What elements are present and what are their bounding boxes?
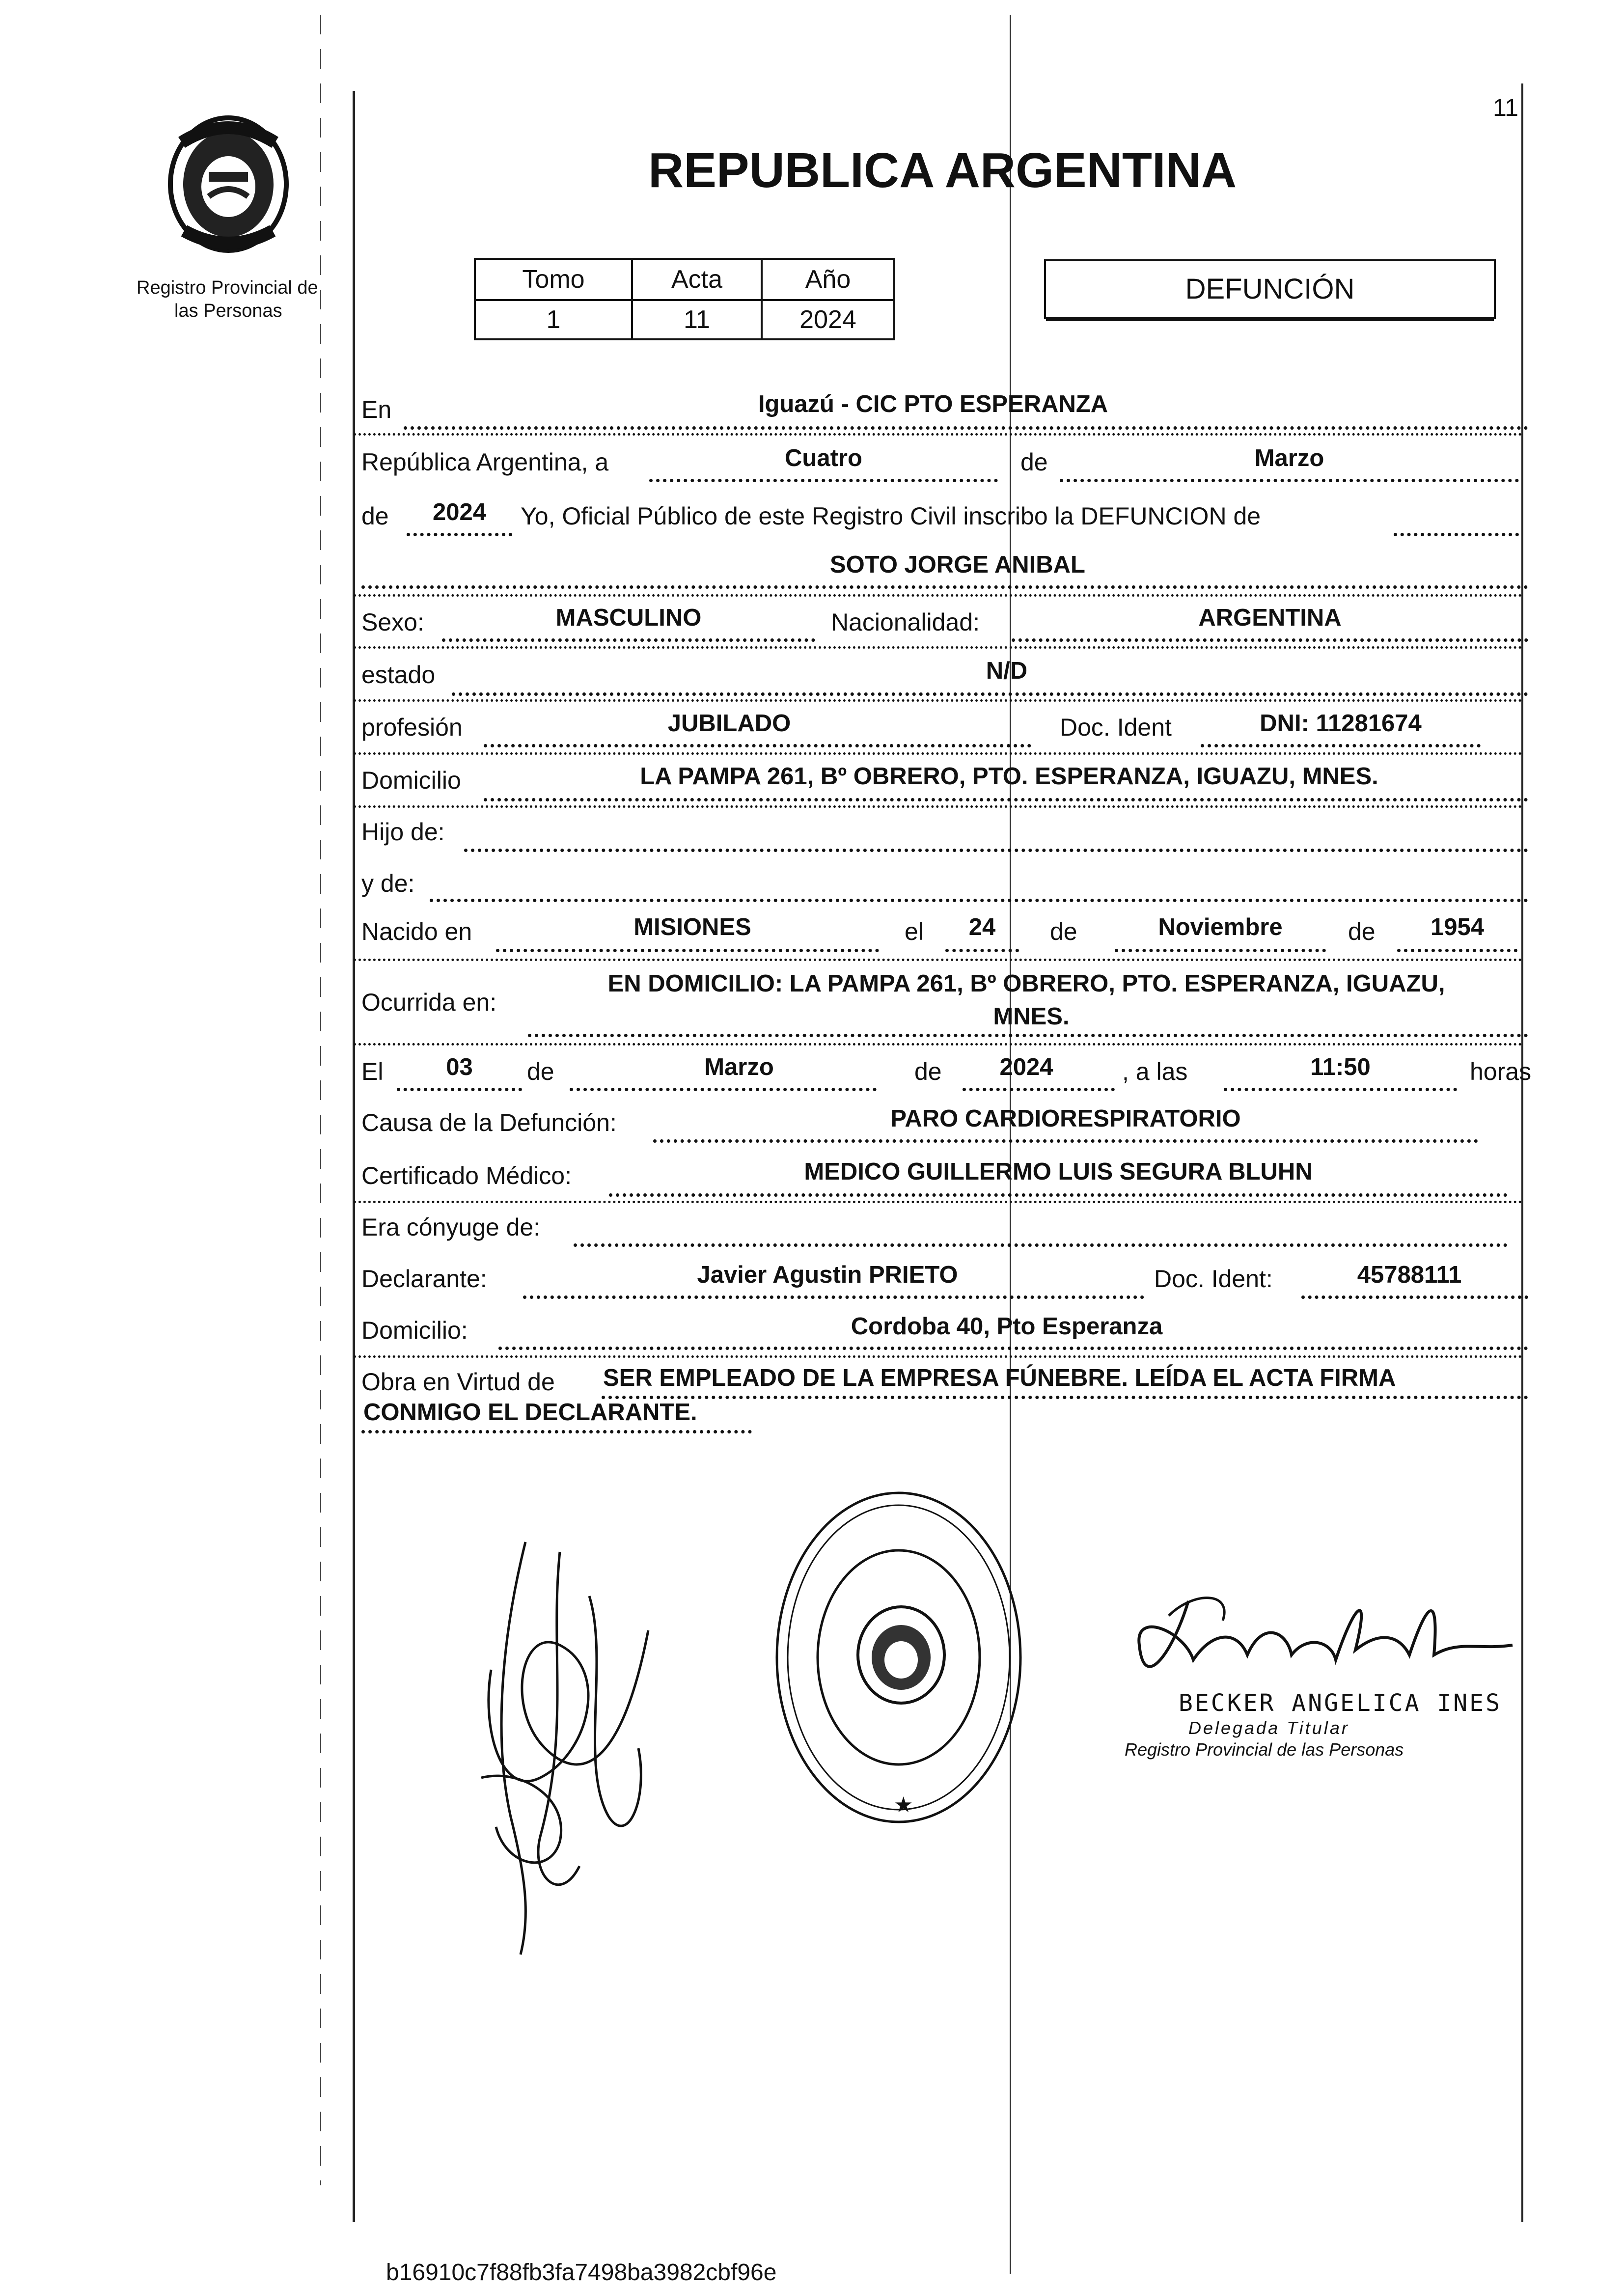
row-separator xyxy=(354,959,1522,961)
domicilio2-value: Cordoba 40, Pto Esperanza xyxy=(851,1313,1163,1340)
nacido-lugar-line xyxy=(496,949,879,952)
ocurrida-line xyxy=(528,1034,1528,1037)
doc-label: Doc. Ident xyxy=(1060,714,1172,741)
fallec-anio-line xyxy=(963,1088,1115,1091)
sexo-label: Sexo: xyxy=(361,608,424,636)
de4-label: de xyxy=(1348,918,1376,945)
doc2-line xyxy=(1301,1295,1528,1299)
row-separator xyxy=(354,1355,1522,1358)
dia-value: Cuatro xyxy=(785,445,862,471)
domicilio-value: LA PAMPA 261, Bº OBRERO, PTO. ESPERANZA, IGUAZU, MNES. xyxy=(640,763,1378,790)
doc2-label: Doc. Ident: xyxy=(1154,1265,1273,1293)
tomo-value: 1 xyxy=(475,300,632,339)
declarante-line xyxy=(523,1295,1144,1299)
en-label: En xyxy=(361,396,392,423)
nacido-mes-line xyxy=(1115,949,1326,952)
oficial-line xyxy=(1394,533,1519,536)
yde-line xyxy=(430,899,1528,902)
nacido-dia-value: 24 xyxy=(968,914,996,940)
causa-label: Causa de la Defunción: xyxy=(361,1109,617,1136)
alas-label: , a las xyxy=(1122,1058,1188,1085)
nombre-line xyxy=(361,585,1528,589)
anio-line xyxy=(407,533,512,536)
mes-value: Marzo xyxy=(1254,445,1324,471)
row-separator xyxy=(354,699,1522,702)
fallec-mes-line xyxy=(570,1088,877,1091)
official-name: BECKER ANGELICA INES xyxy=(1179,1689,1502,1717)
obra-line1-rule xyxy=(602,1396,1528,1399)
row-separator xyxy=(354,594,1522,597)
certificado-value: MEDICO GUILLERMO LUIS SEGURA BLUHN xyxy=(804,1158,1313,1185)
hijo-line xyxy=(464,849,1528,852)
document-hash: b16910c7f88fb3fa7498ba3982cbf96e xyxy=(386,2259,777,2286)
doc-value: DNI: 11281674 xyxy=(1260,710,1422,737)
page-number: 11 xyxy=(1493,94,1518,121)
nacido-anio-line xyxy=(1397,949,1517,952)
conyuge-line xyxy=(574,1243,1508,1247)
fallec-dia-line xyxy=(397,1088,522,1091)
obra-line2-rule xyxy=(361,1430,752,1433)
acta-header: Acta xyxy=(632,259,762,300)
conyuge-label: Era cónyuge de: xyxy=(361,1213,541,1241)
nacido-dia-line xyxy=(945,949,1019,952)
de6-label: de xyxy=(914,1058,942,1085)
horas-label: horas xyxy=(1470,1058,1532,1085)
domicilio-label: Domicilio xyxy=(361,767,461,794)
nacionalidad-line xyxy=(1012,638,1528,642)
ocurrida-line1: EN DOMICILIO: LA PAMPA 261, Bº OBRERO, PTO. ESPERANZA, IGUAZU, xyxy=(607,970,1445,997)
province-logo xyxy=(162,113,295,255)
nacionalidad-value: ARGENTINA xyxy=(1198,605,1342,631)
fold-line xyxy=(1010,15,1011,2274)
fallec-mes-value: Marzo xyxy=(704,1054,774,1080)
de2-label: de xyxy=(361,502,389,530)
tomo-header: Tomo xyxy=(475,259,632,300)
profesion-label: profesión xyxy=(361,714,463,741)
yde-label: y de: xyxy=(361,870,415,897)
domicilio-line xyxy=(484,798,1528,801)
record-type-box xyxy=(1044,259,1496,319)
ocurrida-label: Ocurrida en: xyxy=(361,989,497,1016)
causa-line xyxy=(653,1139,1478,1143)
anio-header: Año xyxy=(762,259,894,300)
row-separator xyxy=(354,1201,1522,1203)
hora-line xyxy=(1224,1088,1457,1091)
official-org: Registro Provincial de las Personas xyxy=(1125,1739,1404,1760)
registry-name-line1: Registro Provincial de xyxy=(137,277,318,298)
domicilio2-label: Domicilio: xyxy=(361,1317,468,1344)
fallec-dia-value: 03 xyxy=(446,1054,473,1080)
row-separator xyxy=(354,752,1522,755)
doc-line xyxy=(1201,744,1481,747)
volume-table xyxy=(474,258,895,340)
estado-label: estado xyxy=(361,661,436,689)
El-label: El xyxy=(361,1058,384,1085)
acta-value: 11 xyxy=(632,300,762,339)
svg-text:★: ★ xyxy=(894,1792,913,1818)
declarante-value: Javier Agustin PRIETO xyxy=(697,1262,958,1288)
hijo-label: Hijo de: xyxy=(361,818,445,846)
declarante-label: Declarante: xyxy=(361,1265,487,1293)
row-separator xyxy=(354,1043,1522,1046)
scan-edge-line xyxy=(320,15,321,2185)
causa-value: PARO CARDIORESPIRATORIO xyxy=(890,1105,1241,1132)
oficial-text: Yo, Oficial Público de este Registro Civil inscribo la DEFUNCION de xyxy=(521,502,1261,530)
nacido-mes-value: Noviembre xyxy=(1158,914,1283,940)
certificado-line xyxy=(609,1193,1508,1197)
certificado-label: Certificado Médico: xyxy=(361,1162,572,1189)
obra-line1: SER EMPLEADO DE LA EMPRESA FÚNEBRE. LEÍDA EL ACTA FIRMA xyxy=(603,1365,1396,1391)
nacido-lugar-value: MISIONES xyxy=(633,914,751,940)
estado-value: N/D xyxy=(986,658,1028,684)
de5-label: de xyxy=(527,1058,554,1085)
left-margin-rule xyxy=(353,91,355,2222)
profesion-line xyxy=(484,744,1031,747)
registry-name-line2: las Personas xyxy=(174,301,282,321)
row-separator xyxy=(354,646,1522,649)
sexo-value: MASCULINO xyxy=(555,605,702,631)
nombre-value: SOTO JORGE ANIBAL xyxy=(829,551,1085,578)
record-type: DEFUNCIÓN xyxy=(1185,273,1355,305)
republica-label: República Argentina, a xyxy=(361,448,609,476)
anio-value: 2024 xyxy=(762,300,894,339)
lugar-line xyxy=(404,426,1528,430)
hora-value: 11:50 xyxy=(1310,1054,1371,1080)
nacido-label: Nacido en xyxy=(361,918,472,945)
nacionalidad-label: Nacionalidad: xyxy=(831,608,980,636)
mes-line xyxy=(1060,479,1519,482)
de-label: de xyxy=(1020,448,1048,476)
page-title: REPUBLICA ARGENTINA xyxy=(648,143,1237,198)
fallec-anio-value: 2024 xyxy=(999,1054,1053,1080)
declarant-signature xyxy=(462,1522,668,1974)
dia-line xyxy=(649,479,998,482)
obra-line2: CONMIGO EL DECLARANTE. xyxy=(363,1399,697,1426)
estado-line xyxy=(452,692,1528,696)
row-separator xyxy=(354,433,1522,436)
right-margin-rule xyxy=(1521,83,1523,2222)
de3-label: de xyxy=(1050,918,1077,945)
official-title: Delegada Titular xyxy=(1188,1718,1349,1738)
anio-value: 2024 xyxy=(432,499,486,525)
profesion-value: JUBILADO xyxy=(667,710,791,737)
el-label: el xyxy=(905,918,924,945)
obra-label: Obra en Virtud de xyxy=(361,1368,555,1396)
sexo-line xyxy=(442,638,815,642)
domicilio2-line xyxy=(498,1347,1528,1350)
doc2-value: 45788111 xyxy=(1357,1262,1462,1288)
ocurrida-line2: MNES. xyxy=(993,1003,1070,1030)
official-seal xyxy=(771,1488,1026,1827)
nacido-anio-value: 1954 xyxy=(1430,914,1484,940)
row-separator xyxy=(354,805,1522,808)
lugar-value: Iguazú - CIC PTO ESPERANZA xyxy=(758,391,1108,417)
